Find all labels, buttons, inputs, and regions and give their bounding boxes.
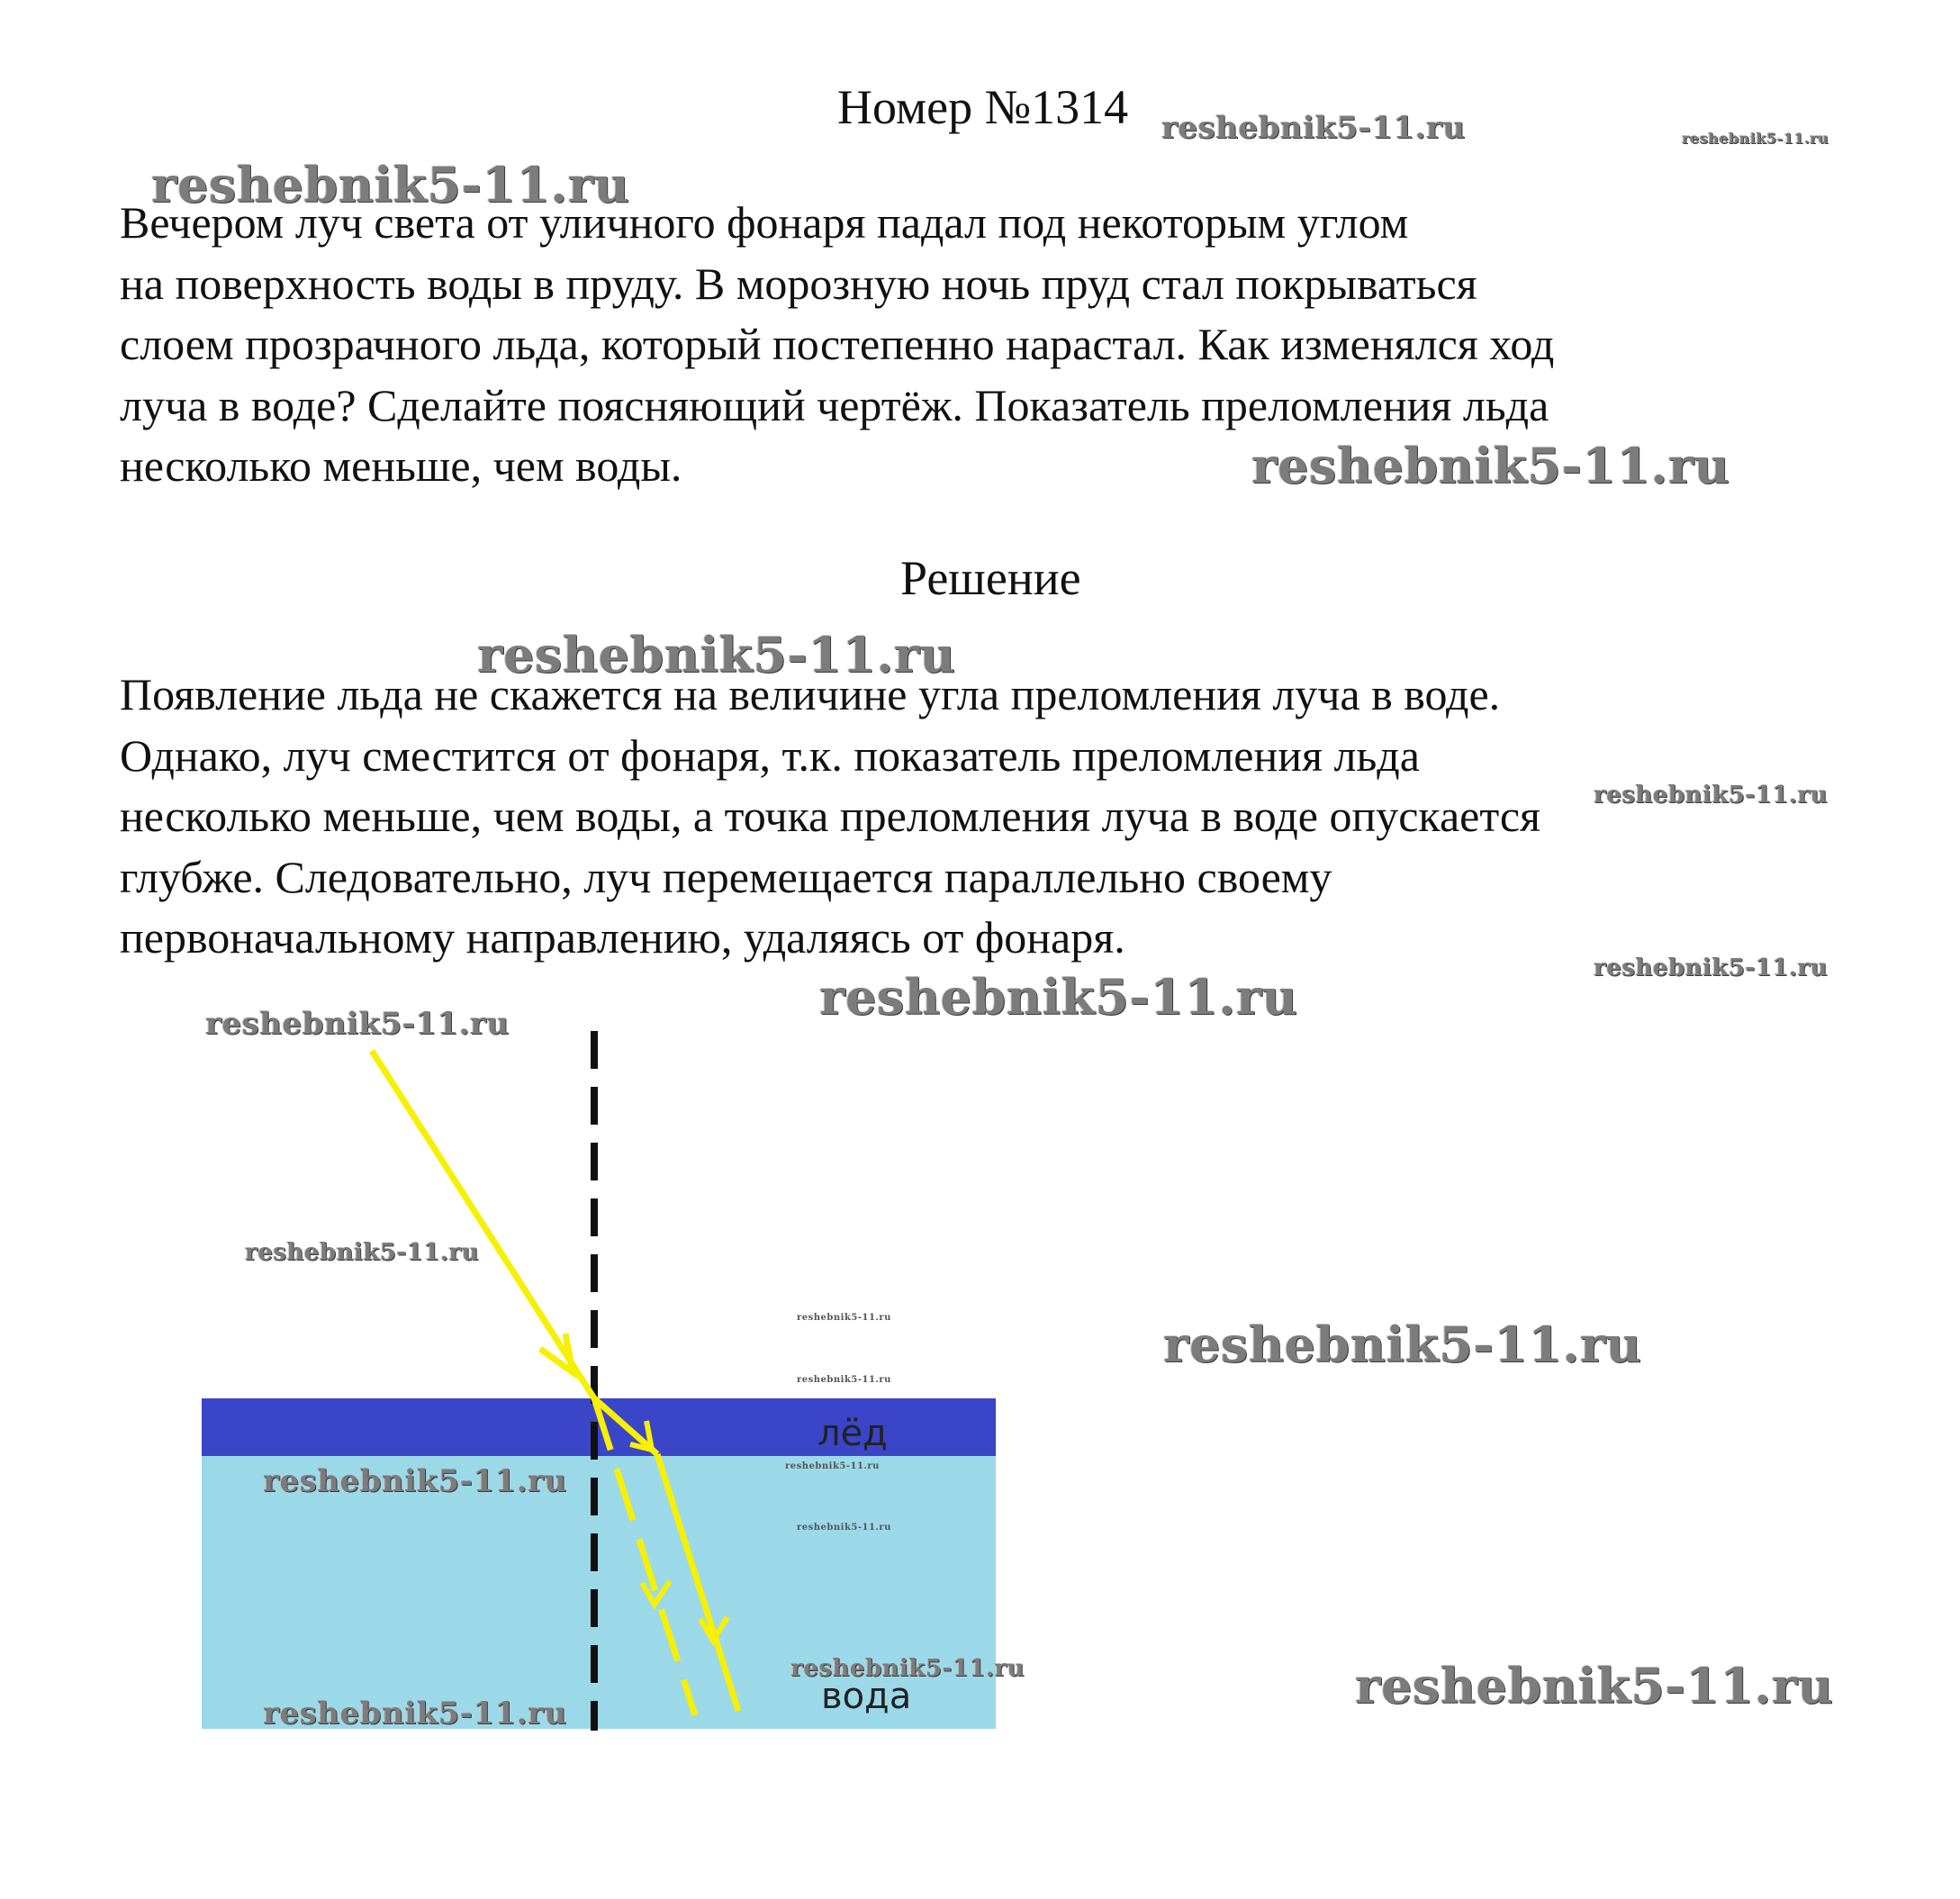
- solution-line: глубже. Следовательно, луч перемещается параллельно своему: [120, 851, 1332, 902]
- watermark: reshebnik5-11.ru: [477, 626, 956, 683]
- watermark: reshebnik5-11.ru: [1355, 1657, 1834, 1714]
- problem-line: на поверхность воды в пруду. В морозную ночь пруд стал покрываться: [120, 258, 1477, 309]
- solution-line: несколько меньше, чем воды, а точка преломления луча в воде опускается: [120, 791, 1541, 841]
- water-label: вода: [821, 1676, 912, 1717]
- watermark: reshebnik5-11.ru: [1251, 437, 1730, 494]
- watermark: reshebnik5-11.ru: [151, 156, 630, 213]
- watermark: reshebnik5-11.ru: [1163, 1316, 1642, 1373]
- watermark: reshebnik5-11.ru: [790, 1655, 1025, 1682]
- watermark: reshebnik5-11.ru: [1594, 954, 1829, 981]
- watermark: reshebnik5-11.ru: [245, 1239, 480, 1266]
- solution-line: Однако, луч сместится от фонаря, т.к. показатель преломления льда: [120, 729, 1420, 781]
- ice-label: лёд: [817, 1413, 888, 1454]
- incident-ray: [372, 1051, 594, 1398]
- watermark: reshebnik5-11.ru: [1682, 130, 1829, 147]
- watermark: reshebnik5-11.ru: [819, 968, 1298, 1026]
- watermark: reshebnik5-11.ru: [785, 1461, 880, 1471]
- watermark: reshebnik5-11.ru: [205, 1006, 510, 1042]
- page-title: Номер №1314: [837, 80, 1129, 134]
- problem-line: слоем прозрачного льда, который постепенно нарастал. Как изменялся ход: [120, 319, 1555, 369]
- watermark: reshebnik5-11.ru: [797, 1523, 891, 1533]
- watermark: reshebnik5-11.ru: [797, 1375, 891, 1385]
- watermark: reshebnik5-11.ru: [263, 1696, 567, 1732]
- watermark: reshebnik5-11.ru: [1161, 110, 1466, 146]
- watermark: reshebnik5-11.ru: [263, 1463, 567, 1499]
- problem-line: луча в воде? Сделайте поясняющий чертёж. Показатель преломления льда: [120, 379, 1549, 430]
- watermark: reshebnik5-11.ru: [1594, 782, 1829, 809]
- solution-heading: Решение: [900, 551, 1081, 605]
- problem-line: Вечером луч света от уличного фонаря падал под некоторым углом: [120, 197, 1409, 248]
- solution-line: Появление льда не скажется на величине угла преломления луча в воде.: [120, 669, 1501, 719]
- watermark: reshebnik5-11.ru: [797, 1313, 891, 1323]
- solution-line: первоначальному направлению, удаляясь от фонаря.: [120, 912, 1125, 963]
- problem-line: несколько меньше, чем воды.: [120, 440, 682, 491]
